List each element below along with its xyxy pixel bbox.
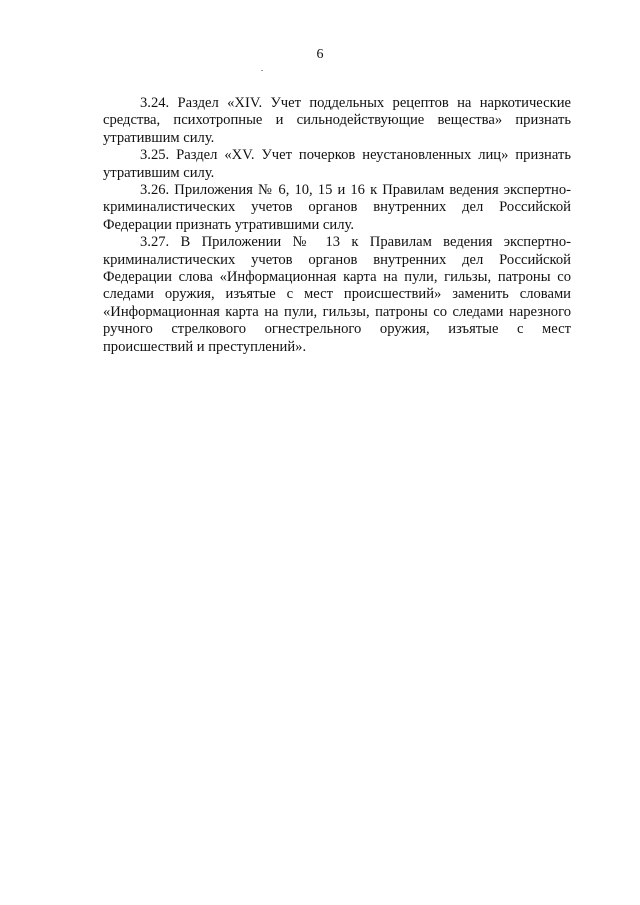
paragraph-3-26: 3.26. Приложения № 6, 10, 15 и 16 к Правилам ведения экспертно-криминалистических учетов органов внутренних дел Российской Федерации признать утратившими силу. (103, 182, 571, 233)
scan-speck (261, 70, 263, 71)
document-body (103, 95, 571, 356)
paragraph-3-27: 3.27. В Приложении № 13 к Правилам ведения экспертно-криминалистических учетов органов внутренних дел Российской Федерации слова «Информационная карта на пули, гильзы, патроны со следами оружия, изъятые с мест происшествий» заменить словами «Информационная карта на пули, гильзы, патроны со следами нарезного ручного стрелкового огнестрельного оружия, изъятые с мест происшествий и преступлений». (103, 234, 571, 355)
page-number: 6 (316, 47, 324, 62)
paragraph-3-25: 3.25. Раздел «XV. Учет почерков неустановленных лиц» признать утратившим силу. (103, 147, 571, 181)
paragraph-3-24: 3.24. Раздел «XIV. Учет поддельных рецептов на наркотические средства, психотропные и сильнодействующие вещества» признать утратившим силу. (103, 95, 571, 146)
